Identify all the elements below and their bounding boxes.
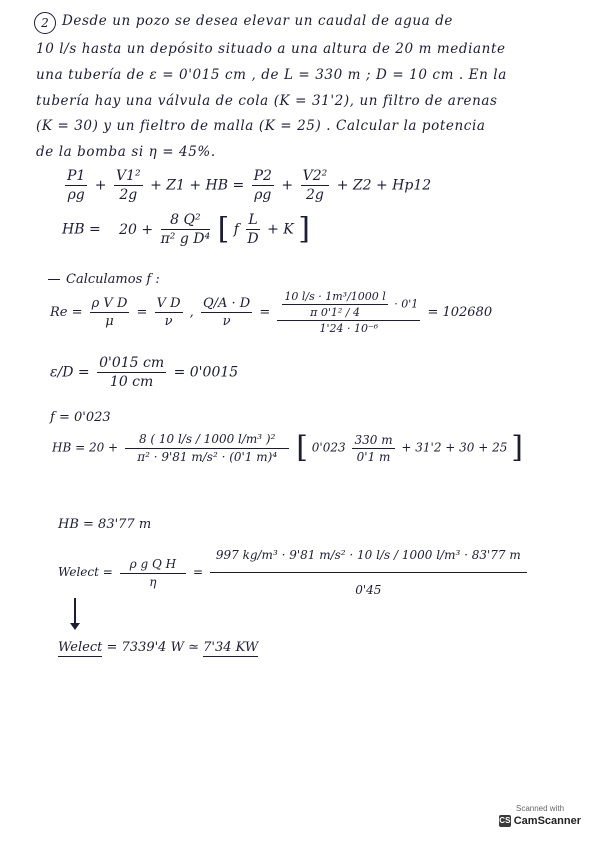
p2-term: P2 (253, 168, 272, 184)
bernoulli-equation: $\frac{P1}{\rho g}$ + $\frac{\text{V1²}}{2g}$ + Z1 + HB = $\frac{P2}{\rho g}$ + $\frac{\text{V2²}}{2g}$ + Z2 + Hp12 (67, 168, 432, 203)
reynolds-equation: Re = $\frac{\text{ρ V D}}{\mu}$ = $\frac{\text{V D}}{\nu}$ , $\frac{Q/A \cdot D}{\nu}$ = $\frac{\text{10 l/s · 1m³/1000 l}}{\text{π 0'1² / 4}}$ · 0'1 1'24 · 10⁻⁶ = 102680 (50, 290, 493, 335)
hb-result: HB = 83'77 m (58, 517, 152, 532)
reynolds-result: = 102680 (427, 305, 493, 320)
problem-line-3: una tubería de ε = 0'015 cm , de L = 330 m ; D = 10 cm . En la (36, 67, 507, 83)
roughness-equation: ε/D = $\frac{0'015 cm}{10 cm}$ = 0'0015 (50, 355, 239, 390)
hb-numeric-equation: HB = 20 + $\frac{\text{8 ( 10 l/s / 1000 l/m³ )²}}{\text{π² · 9'81 m/s² · (0'1 m)⁴}}$ [ 0'023 $\frac{330 m}{0'1 m}$ + 31'2 + 30 + 25 ] (52, 430, 523, 465)
problem-line-5: (K = 30) y un fieltro de malla (K = 25) . Calcular la potencia (36, 118, 486, 134)
camscanner-watermark: Scanned with CS CamScanner (499, 804, 581, 827)
camscanner-logo-icon: CS (499, 816, 511, 825)
calc-f-heading: Calculamos f : (48, 272, 160, 287)
friction-factor: f = 0'023 (50, 410, 111, 425)
roughness-result: = 0'0015 (173, 364, 239, 381)
v2-term: V2² (302, 168, 328, 184)
problem-number: 2 (34, 12, 56, 34)
z2-hp-term: + Z2 + Hp12 (336, 177, 432, 194)
problem-line-4: tubería hay una válvula de cola (K = 31'2), un filtro de arenas (36, 93, 498, 109)
power-equation: Welect = $\frac{\text{ρ g Q H}}{\eta}$ = $\frac{\text{997 kg/m³ · 9'81 m/s² · 10 l/s / 1000 l/m³ · 83'77 m}}{0'45}$ (58, 548, 530, 597)
final-result: Welect = 7339'4 W ≃ 7'34 KW (58, 640, 259, 655)
hb-formula: HB = 20 + $\frac{\text{8 Q²}}{\text{π² g D⁴}}$ [ f $\frac{L}{D}$ + K ] (62, 211, 310, 247)
problem-line-2: 10 l/s hasta un depósito situado a una altura de 20 m mediante (36, 41, 506, 57)
arrow-down-icon (74, 598, 76, 628)
p1-term: P1 (67, 168, 86, 184)
problem-line-1: Desde un pozo se desea elevar un caudal de agua de (62, 13, 454, 29)
problem-line-6: de la bomba si η = 45%. (36, 144, 216, 160)
v1-term: V1² (115, 168, 141, 184)
z1-hb-term: + Z1 + HB = (150, 177, 245, 194)
final-power-value: 7'34 KW (203, 640, 259, 655)
